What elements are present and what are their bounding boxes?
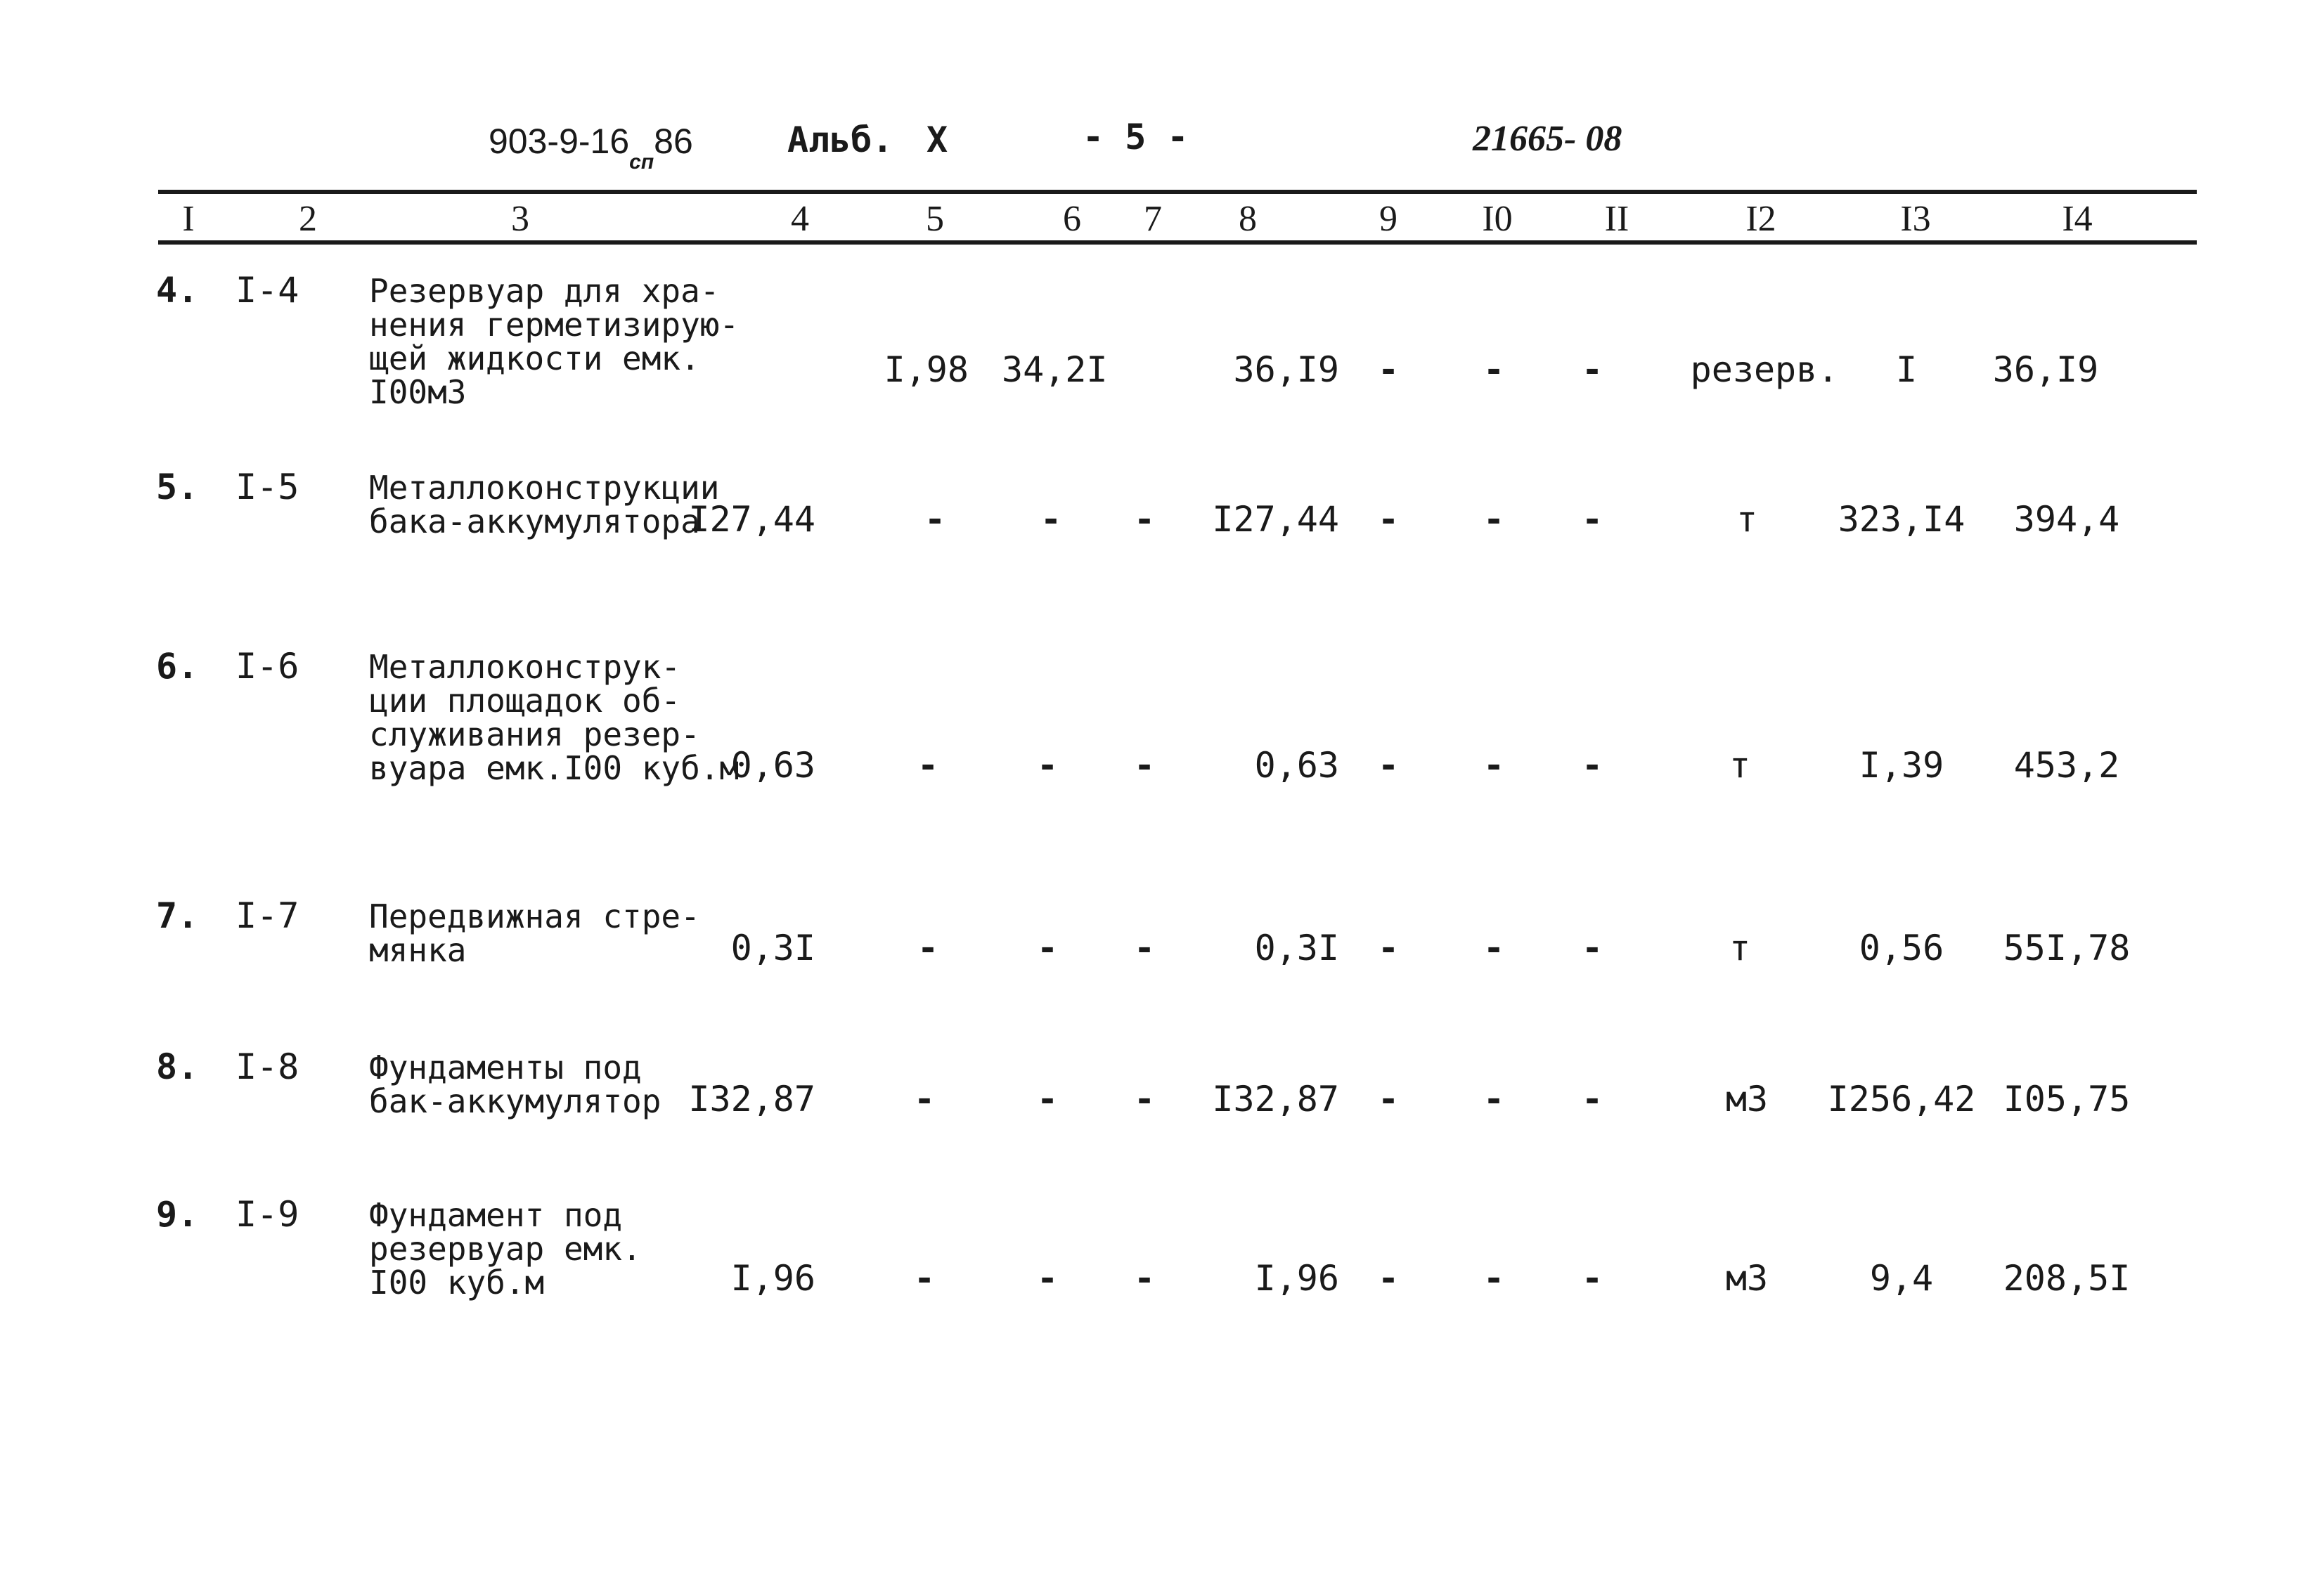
row-number: 5. [156,467,199,507]
cell-col-11: - [1581,928,1603,968]
cell-col-10: - [1483,928,1505,968]
cell-col-11: - [1581,745,1603,786]
row-description: Резервуар для хра- нения герметизирую- щей жидкости емк. I00м3 [369,272,740,411]
cell-col-6: 34,2I [1002,349,1108,390]
cell-col-8: I27,44 [1212,499,1339,540]
cell-col-11: - [1581,499,1603,540]
cell-col-10: - [1483,745,1505,786]
doc-code [489,121,693,174]
cell-col-4: 0,63 [730,745,815,786]
doc-code-sub: сп [629,150,654,174]
cell-col-12: т [1729,928,1751,968]
cell-col-14: 55I,78 [2003,928,2131,968]
cell-col-12: м3 [1725,1079,1769,1120]
cell-col-14: 453,2 [2013,745,2120,786]
cell-col-10: - [1483,349,1505,390]
row-code: I-9 [235,1194,299,1235]
row-number: 8. [156,1046,199,1087]
cell-col-9: - [1377,1079,1400,1120]
cell-col-8: 36,I9 [1233,349,1339,390]
album-number: X [927,119,948,160]
cell-col-12: т [1736,499,1758,540]
column-number-14: I4 [2062,199,2093,239]
column-number-12: I2 [1745,199,1776,239]
row-code: I-8 [235,1046,299,1087]
cell-col-11: - [1581,1079,1603,1120]
column-number-2: 2 [299,199,317,239]
row-code: I-4 [235,270,299,311]
column-number-3: 3 [511,199,529,239]
row-code: I-5 [235,467,299,507]
cell-col-13: I [1895,349,1918,390]
row-description: Фундаменты под бак-аккумулятор [369,1049,661,1120]
page-number: - 5 - [1083,117,1189,157]
cell-col-10: - [1483,499,1505,540]
cell-col-8: 0,63 [1254,745,1339,786]
cell-col-12: м3 [1725,1258,1769,1299]
cell-col-11: - [1581,1258,1603,1299]
cell-col-8: I,96 [1254,1258,1339,1299]
row-description: Передвижная стре- мянка [369,897,700,969]
row-description: Фундамент под резервуар емк. I00 куб.м [369,1196,642,1302]
row-number: 6. [156,646,199,687]
cell-col-7: - [1133,1079,1156,1120]
row-description: Металлоконструкции бака-аккумулятора [369,469,720,540]
row-description: Металлоконструк- ции площадок об- служивания резер- вуара емк.I00 куб.м [369,648,740,787]
cell-col-14: 36,I9 [1992,349,2099,390]
column-number-5: 5 [926,199,944,239]
doc-code-main: 903-9-16 [489,122,630,161]
cell-col-7: - [1133,745,1156,786]
cell-col-9: - [1377,349,1400,390]
cell-col-12: резерв. [1690,349,1839,390]
row-number: 7. [156,895,199,936]
cell-col-14: 394,4 [2013,499,2120,540]
row-code: I-6 [235,646,299,687]
cell-col-8: 0,3I [1254,928,1339,968]
cell-col-6: - [1036,1079,1059,1120]
cell-col-6: - [1036,745,1059,786]
cell-col-10: - [1483,1079,1505,1120]
cell-col-10: - [1483,1258,1505,1299]
cell-col-6: - [1036,928,1059,968]
cell-col-7: - [1133,1258,1156,1299]
column-number-7: 7 [1144,199,1162,239]
cell-col-5: - [924,499,946,540]
cell-col-4: I32,87 [688,1079,815,1120]
column-number-13: I3 [1900,199,1931,239]
cell-col-5: I,98 [884,349,969,390]
column-number-8: 8 [1239,199,1257,239]
cell-col-13: I256,42 [1827,1079,1976,1120]
cell-col-5: - [913,1258,936,1299]
column-number-11: II [1604,199,1629,239]
cell-col-14: I05,75 [2003,1079,2131,1120]
cell-col-13: 0,56 [1859,928,1944,968]
cell-col-13: 9,4 [1869,1258,1934,1299]
cell-col-11: - [1581,349,1603,390]
cell-col-14: 208,5I [2003,1258,2131,1299]
cell-col-8: I32,87 [1212,1079,1339,1120]
cell-col-9: - [1377,928,1400,968]
cell-col-9: - [1377,745,1400,786]
cell-col-4: I27,44 [688,499,815,540]
inventory-number: 21665- 08 [1473,119,1622,159]
cell-col-13: I,39 [1859,745,1944,786]
cell-col-7: - [1133,928,1156,968]
column-number-9: 9 [1379,199,1397,239]
cell-col-13: 323,I4 [1838,499,1965,540]
column-number-10: I0 [1482,199,1513,239]
album-label: Альб. [787,119,893,160]
column-number-6: 6 [1063,199,1081,239]
cell-col-6: - [1040,499,1062,540]
column-number-4: 4 [791,199,809,239]
row-number: 9. [156,1194,199,1235]
bottom-rule [158,240,2197,245]
cell-col-5: - [917,745,939,786]
cell-col-9: - [1377,1258,1400,1299]
cell-col-7: - [1133,499,1156,540]
cell-col-4: I,96 [730,1258,815,1299]
doc-code-suffix: 86 [654,122,693,161]
row-code: I-7 [235,895,299,936]
column-number-1: I [182,199,195,239]
cell-col-5: - [913,1079,936,1120]
cell-col-12: т [1729,745,1751,786]
row-number: 4. [156,270,199,311]
cell-col-9: - [1377,499,1400,540]
cell-col-6: - [1036,1258,1059,1299]
top-rule [158,190,2197,194]
cell-col-5: - [917,928,939,968]
cell-col-4: 0,3I [730,928,815,968]
